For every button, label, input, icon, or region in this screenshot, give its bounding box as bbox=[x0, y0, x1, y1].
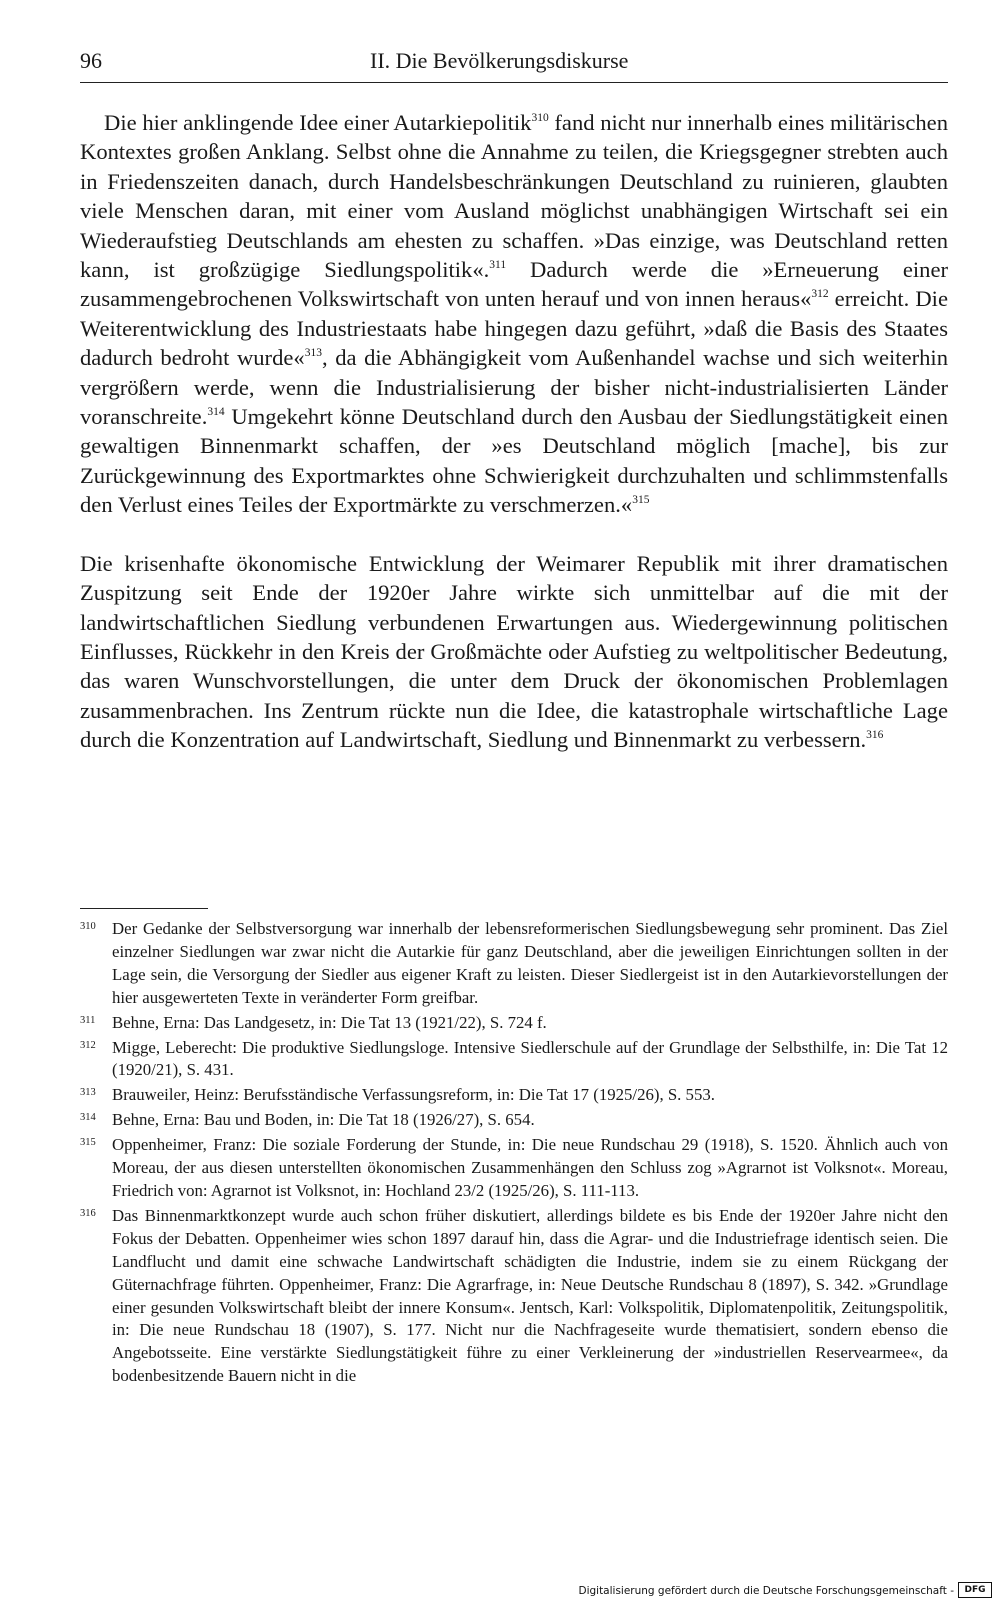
footnote-number: 314 bbox=[80, 1112, 96, 1124]
page-number: 96 bbox=[80, 48, 102, 73]
footnote bbox=[80, 1205, 948, 1388]
footnote-number: 311 bbox=[80, 1014, 96, 1026]
text-span: Umgekehrt könne Deutschland durch den Ausbau der Siedlungstätigkeit einen gewaltigen Binnenmarkt schaffen, der »es Deutschland möglich [mache], bis zur Zurückgewinnung des Exportmarktes ohne Schwierigkeit durchzuhalten und schlimmstenfalls den Verlust eines Teiles der Exportmärkte zu verschmerzen.« bbox=[80, 404, 948, 518]
footnote-number: 316 bbox=[80, 1207, 96, 1219]
footnote-number: 310 bbox=[80, 921, 96, 932]
footnote-number: 315 bbox=[80, 1137, 96, 1149]
footnote-text: Behne, Erna: Bau und Boden, in: Die Tat 18 (1926/27), S. 654. bbox=[112, 1110, 535, 1130]
footnote-text: Migge, Leberecht: Die produktive Siedlungsloge. Intensive Siedlerschule auf der Grundlage der Selbsthilfe, in: Die Tat 12 (1920/21), S. 431. bbox=[112, 1037, 948, 1080]
main-text bbox=[80, 108, 948, 755]
footnote-ref: 311 bbox=[489, 259, 507, 272]
footnote-text: Das Binnenmarktkonzept wurde auch schon früher diskutiert, allerdings bildete es bis Ende der 1920er Jahre nicht den Fokus der Debatten. Oppenheimer wies schon 1897 darauf hin, dass die Agrar- und die Industriefrage identisch seien. Die Landflucht und damit eine schwache Landwirtschaft schädigten die Industrie, indem sie zu einem Rückgang der Güternachfrage führten. Oppenheimer, Franz: Die Agrarfrage, in: Neue Deutsche Rundschau 8 (1897), S. 342. »Grundlage einer gesunden Volkswirtschaft bleibt der innere Konsum«. Jentsch, Karl: Volkspolitik, Diplomatenpolitik, Zeitungspolitik, in: Die neue Rundschau 18 (1907), S. 177. Nicht nur die Nachfrageseite wurde thematisiert, sondern ebenso die Angebotsseite. Eine verstärkte Siedlungstätigkeit führe zu einer Verkleinerung der »industriellen Reservearmee«, da bodenbesitzende Bauern nicht in die bbox=[112, 1205, 948, 1386]
footnotes bbox=[80, 918, 948, 1390]
footnote-ref: 312 bbox=[811, 288, 829, 301]
footnote bbox=[80, 1012, 948, 1035]
footnote bbox=[80, 1084, 948, 1107]
footnote-text: Brauweiler, Heinz: Berufsständische Verfassungsreform, in: Die Tat 17 (1925/26), S. 553. bbox=[112, 1085, 715, 1105]
footnote-text: Behne, Erna: Das Landgesetz, in: Die Tat 13 (1921/22), S. 724 f. bbox=[112, 1012, 547, 1032]
running-title: II. Die Bevölkerungsdiskurse bbox=[370, 48, 629, 73]
paragraph-2 bbox=[80, 549, 948, 755]
footnote-divider bbox=[80, 908, 208, 909]
text-span: erreicht. Die Weiterentwicklung des Industriestaats habe hingegen dazu geführt, »daß die Basis des Staates dadurch bedroht wurde« bbox=[80, 286, 948, 371]
dfg-logo-icon: DFG bbox=[958, 1582, 992, 1598]
footnote bbox=[80, 1134, 948, 1203]
text-span: Dadurch werde die »Erneuerung einer zusammengebrochenen Volkswirtschaft von unten herauf und von innen heraus« bbox=[80, 257, 948, 312]
text-span: fand nicht nur innerhalb eines militärischen Kontextes großen Anklang. Selbst ohne die Annahme zu teilen, die Kriegsgegner strebten auch in Friedenszeiten danach, durch Handelsbeschränkungen Deutschland zu ruinieren, glaubten viele Menschen daran, mit einer vom Ausland möglichst unabhängigen Wirtschaft sei ein Wiederaufstieg Deutschlands am ehesten zu schaffen. »Das einzige, was Deutschland retten kann, ist großzügige Siedlungspolitik«. bbox=[80, 110, 948, 283]
footnote-text: Oppenheimer, Franz: Die soziale Forderung der Stunde, in: Die neue Rundschau 29 (1918), S. 1520. Ähnlich auch von Moreau, der aus diesen unterstellten ökonomischen Zusammenhängen den Schluss zog »Agrarnot ist Volksnot«. Moreau, Friedrich von: Agrarnot ist Volksnot, in: Hochland 23/2 (1925/26), S. 111-113. bbox=[112, 1135, 948, 1200]
footnote-text: Der Gedanke der Selbstversorgung war innerhalb der lebensreformerischen Siedlungsbewegung sehr prominent. Das Ziel einzelner Siedlungen war zwar nicht die Autarkie für ganz Deutschland, aber die jeweiligen Einrichtungen sollten in der Lage sein, die Versorgung der Siedler aus eigener Kraft zu leisten. Dieser Siedlergeist ist in den Autarkievorstellungen der hier ausgewerteten Texte in veränderter Form greifbar. bbox=[112, 919, 948, 1007]
text-span: , da die Abhängigkeit vom Außenhandel wachse und sich weiterhin vergrößern werde, wenn die Industrialisierung der bisher nicht-industrialisierten Länder voranschreite. bbox=[80, 345, 948, 430]
footnote-number: 312 bbox=[80, 1039, 96, 1051]
footnote bbox=[80, 1037, 948, 1083]
footnote bbox=[80, 1109, 948, 1132]
digitization-credit: Digitalisierung gefördert durch die Deutsche Forschungsgemeinschaft - bbox=[578, 1585, 954, 1597]
footnote-ref: 315 bbox=[632, 494, 650, 507]
footnote-ref: 310 bbox=[531, 112, 549, 124]
footnote-ref: 313 bbox=[304, 347, 322, 360]
footnote-ref: 316 bbox=[866, 729, 884, 742]
footnote bbox=[80, 918, 948, 1010]
text-span: Die krisenhafte ökonomische Entwicklung der Weimarer Republik mit ihrer dramatischen Zuspitzung seit Ende der 1920er Jahre wirkte sich unmittelbar auf die mit der landwirtschaftlichen Siedlung verbundenen Erwartungen aus. Wiedergewinnung politischen Einflusses, Rückkehr in den Kreis der Großmächte oder Aufstieg zu weltpolitischer Bedeutung, das waren Wunschvorstellungen, die unter dem Druck der ökonomischen Problemlagen zusammenbrachen. Ins Zentrum rückte nun die Idee, die katastrophale wirtschaftliche Lage durch die Konzentration auf Landwirtschaft, Siedlung und Binnenmarkt zu verbessern. bbox=[80, 550, 948, 753]
page-header bbox=[80, 46, 948, 83]
footnote-ref: 314 bbox=[207, 406, 225, 419]
text-span: Die hier anklingende Idee einer Autarkiepolitik bbox=[104, 110, 532, 135]
paragraph-1 bbox=[80, 108, 948, 520]
footnote-number: 313 bbox=[80, 1087, 96, 1099]
